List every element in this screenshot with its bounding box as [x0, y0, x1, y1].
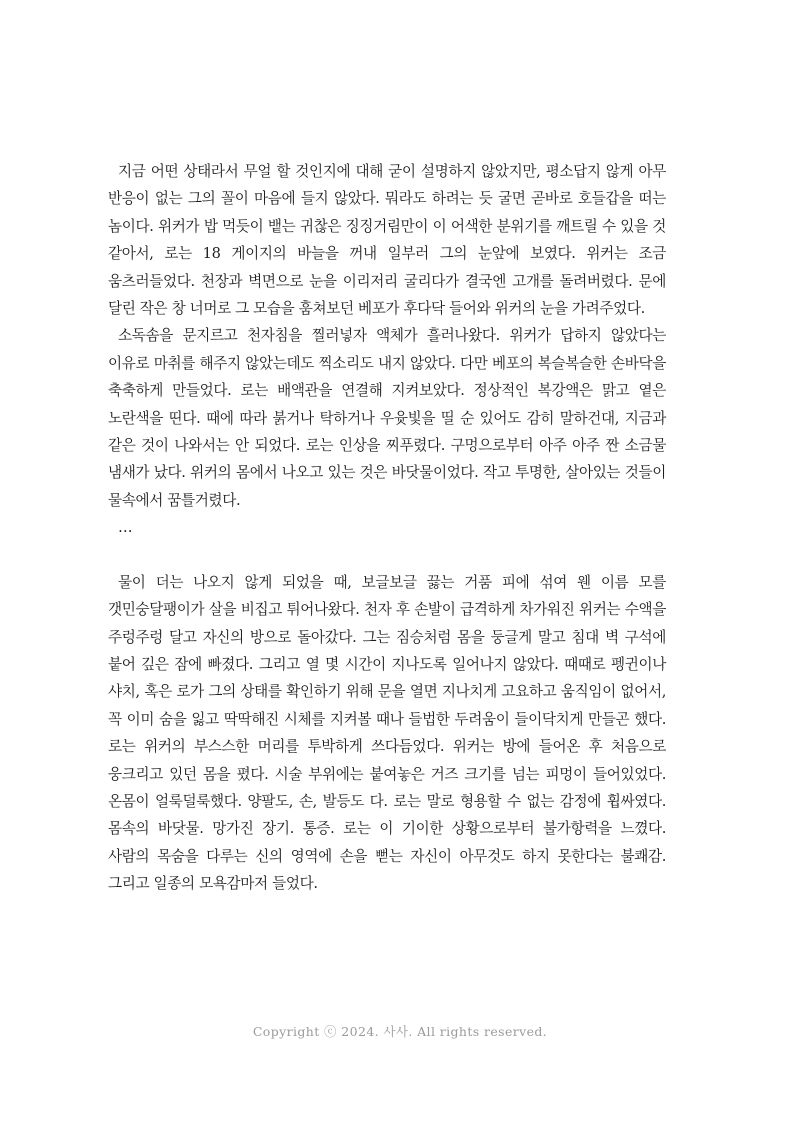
document-body	[108, 158, 666, 898]
paragraph-1: 지금 어떤 상태라서 무얼 할 것인지에 대해 굳이 설명하지 않았지만, 평소답지 않게 아무 반응이 없는 그의 꼴이 마음에 들지 않았다. 뭐라도 하려는 듯 굴면 곧바로 호들갑을 떠는 놈이다. 위커가 밥 먹듯이 뱉는 귀찮은 징징거림만이 이 어색한 분위기를 깨트릴 수 있을 것 같아서, 로는 18 게이지의 바늘을 꺼내 일부러 그의 눈앞에 보였다. 위커는 조금 움츠러들었다. 천장과 벽면으로 눈을 이리저리 굴리다가 결국엔 고개를 돌려버렸다. 문에 달린 작은 창 너머로 그 모습을 훔쳐보던 베포가 후다닥 들어와 위커의 눈을 가려주었다.	[108, 163, 666, 318]
paragraph-3: 물이 더는 나오지 않게 되었을 때, 보글보글 끓는 거품 피에 섞여 웬 이름 모를 갯민숭달팽이가 살을 비집고 튀어나왔다. 천자 후 손발이 급격하게 차가워진 위커는 수액을 주렁주렁 달고 자신의 방으로 돌아갔다. 그는 짐승처럼 몸을 둥글게 말고 침대 벽 구석에 붙어 깊은 잠에 빠졌다. 그리고 열 몇 시간이 지나도록 일어나지 않았다. 때때로 펭귄이나 샤치, 혹은 로가 그의 상태를 확인하기 위해 문을 열면 지나치게 고요하고 움직임이 없어서, 꼭 이미 숨을 잃고 딱딱해진 시체를 지켜볼 때나 들법한 두려움이 들이닥치게 만들곤 했다. 로는 위커의 부스스한 머리를 투박하게 쓰다듬었다. 위커는 방에 들어온 후 처음으로 웅크리고 있던 몸을 폈다. 시술 부위에는 붙여놓은 거즈 크기를 넘는 피멍이 들어있었다. 온몸이 얼룩덜룩했다. 양팔도, 손, 발등도 다. 로는 말로 형용할 수 없는 감정에 휩싸였다. 몸속의 바닷물. 망가진 장기. 통증. 로는 이 기이한 상황으로부터 불가항력을 느꼈다. 사람의 목숨을 다루는 신의 영역에 손을 뻗는 자신이 아무것도 하지 못한다는 불쾌감. 그리고 일종의 모욕감마저 들었다.	[108, 573, 666, 893]
section-break-ellipsis: …	[118, 519, 133, 537]
section-spacer	[108, 542, 666, 569]
paragraph-2: 소독솜을 문지르고 천자침을 찔러넣자 액체가 흘러나왔다. 위커가 답하지 않았다는 이유로 마취를 해주지 않았는데도 찍소리도 내지 않았다. 다만 베포의 복슬복슬한 손바닥을 축축하게 만들었다. 로는 배액관을 연결해 지켜보았다. 정상적인 복강액은 맑고 옅은 노란색을 띤다. 때에 따라 붉거나 탁하거나 우윳빛을 띨 순 있어도 감히 말하건대, 지금과 같은 것이 나와서는 안 되었다. 로는 인상을 찌푸렸다. 구멍으로부터 아주 아주 짠 소금물 냄새가 났다. 위커의 몸에서 나오고 있는 것은 바닷물이었다. 작고 투명한, 살아있는 것들이 물속에서 꿈틀거렸다.	[108, 327, 666, 509]
copyright-footer: Copyright ⓒ 2024. 사사. All rights reserved.	[252, 1024, 548, 1039]
